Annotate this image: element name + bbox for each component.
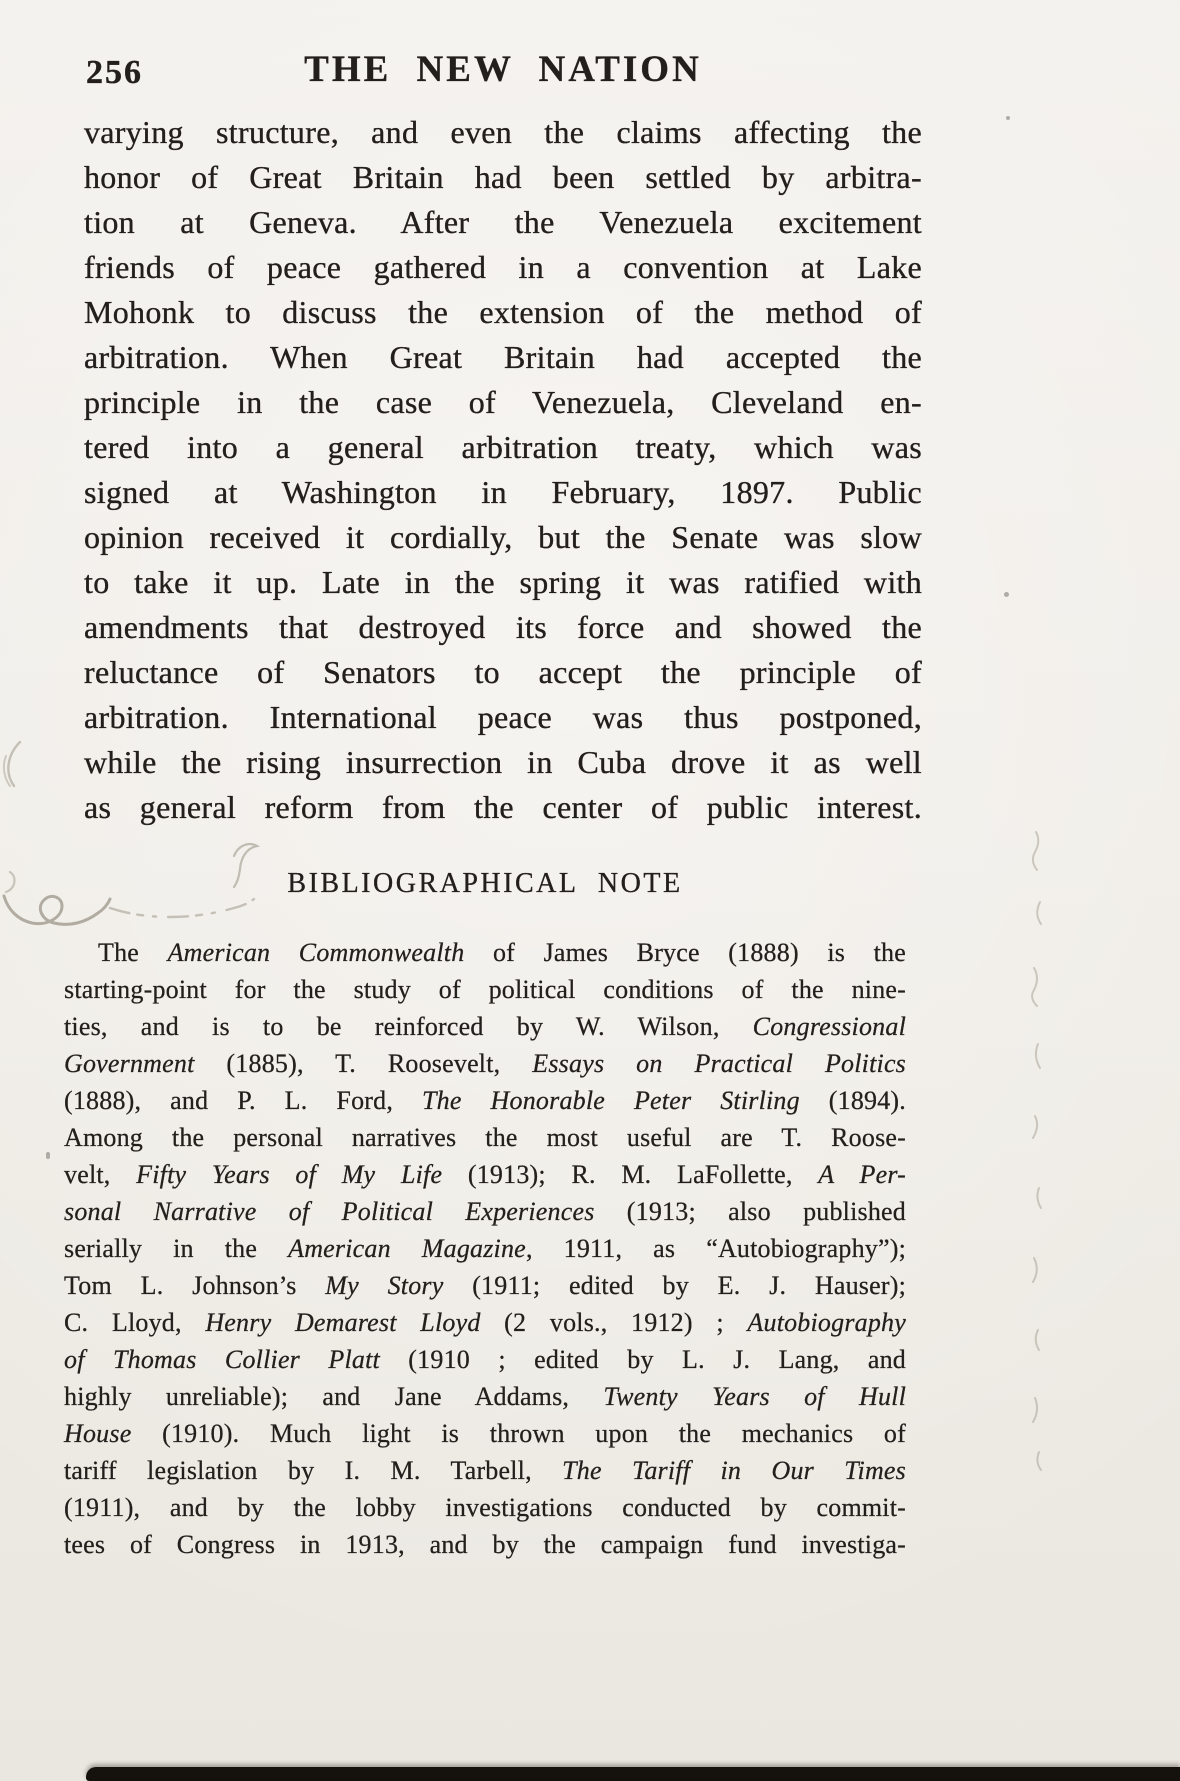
biblio-line-6 (64, 1119, 906, 1156)
biblio-paragraph (64, 934, 906, 1563)
left-margin-mark (8, 742, 20, 786)
scrawl-tail-mark (110, 899, 254, 917)
biblio-text: The (98, 938, 168, 967)
main-paragraph-line-3: tion at Geneva. After the Venezuela excitement (84, 204, 922, 240)
main-paragraph-line-9: signed at Washington in February, 1897. Public (84, 474, 922, 510)
main-paragraph-line-10: opinion received it cordially, but the Senate was slow (84, 519, 922, 555)
biblio-italic-title: A Per- (818, 1160, 906, 1189)
main-paragraph-line-2: honor of Great Britain had been settled by arbitra- (84, 159, 922, 195)
main-paragraph-line-1: varying structure, and even the claims affecting the (84, 114, 922, 150)
main-paragraph (84, 110, 922, 830)
main-paragraph-line-6: arbitration. When Great Britain had accepted the (84, 339, 922, 375)
biblio-text: velt, (64, 1160, 137, 1189)
biblio-text: (1911), and by the lobby investigations conducted by commit- (64, 1493, 906, 1522)
main-paragraph-line-8: tered into a general arbitration treaty, which was (84, 429, 922, 465)
biblio-text: Tom L. Johnson’s (64, 1271, 326, 1300)
biblio-text: (2 vols., 1912) ; (480, 1308, 748, 1337)
right-margin-bleed-marks (1032, 832, 1041, 1470)
scrawl-comma-mark (6, 872, 15, 892)
main-paragraph-line-11: to take it up. Late in the spring it was ratified with (84, 564, 922, 600)
biblio-line-3 (64, 1008, 906, 1045)
scan-edge-artifact (86, 1767, 1180, 1781)
main-paragraph-line-7: principle in the case of Venezuela, Cleveland en- (84, 384, 922, 420)
biblio-italic-title: House (64, 1419, 132, 1448)
biblio-line-14 (64, 1415, 906, 1452)
biblio-text: , 1911, as “Autobiography”); (525, 1234, 906, 1263)
biblio-text: ties, and is to be reinforced by W. Wilson, (64, 1012, 753, 1041)
biblio-italic-title: Henry Demarest Lloyd (205, 1308, 481, 1337)
biblio-line-8 (64, 1193, 906, 1230)
biblio-text: (1888), and P. L. Ford, (64, 1086, 422, 1115)
biblio-line-16 (64, 1489, 906, 1526)
biblio-italic-title: American Commonwealth (167, 938, 465, 967)
page-header (84, 48, 922, 91)
main-paragraph-line-5: Mohonk to discuss the extension of the method of (84, 294, 922, 330)
scan-speck (1004, 592, 1009, 597)
biblio-text: (1910). Much light is thrown upon the mechanics of (131, 1419, 906, 1448)
biblio-line-4 (64, 1045, 906, 1082)
biblio-italic-title: of Thomas Collier Platt (64, 1345, 380, 1374)
biblio-italic-title: My Story (325, 1271, 444, 1300)
biblio-text: highly unreliable); and Jane Addams, (64, 1382, 604, 1411)
biblio-heading: BIBLIOGRAPHICAL NOTE (287, 868, 683, 899)
biblio-italic-title: Essays on Practical Politics (532, 1049, 906, 1078)
scan-speck (46, 1152, 50, 1159)
main-paragraph-line-14: arbitration. International peace was thus postponed, (84, 699, 922, 735)
left-margin-mark-2 (4, 756, 10, 786)
main-paragraph-line-4: friends of peace gathered in a convention at Lake (84, 249, 922, 285)
biblio-italic-title: sonal Narrative of Political Experiences (64, 1197, 595, 1226)
biblio-italic-title: Autobiography (747, 1308, 906, 1337)
biblio-text: (1913); R. M. LaFollette, (442, 1160, 819, 1189)
biblio-text: (1885), T. Roosevelt, (194, 1049, 533, 1078)
main-paragraph-line-12: amendments that destroyed its force and showed the (84, 609, 922, 645)
biblio-line-10 (64, 1267, 906, 1304)
biblio-line-13 (64, 1378, 906, 1415)
biblio-line-7 (64, 1156, 906, 1193)
biblio-line-5 (64, 1082, 906, 1119)
biblio-text: Among the personal narratives the most useful are T. Roose- (64, 1123, 906, 1152)
biblio-italic-title: The Honorable Peter Stirling (422, 1086, 800, 1115)
biblio-text: (1894). (799, 1086, 906, 1115)
biblio-text: (1913; also published (594, 1197, 906, 1226)
biblio-line-17 (64, 1526, 906, 1563)
page-number: 256 (86, 54, 143, 91)
biblio-text: serially in the (64, 1234, 289, 1263)
biblio-line-9 (64, 1230, 906, 1267)
biblio-text: (1910 ; edited by L. J. Lang, and (379, 1345, 907, 1374)
biblio-line-1 (64, 934, 906, 971)
biblio-text: (1911; edited by E. J. Hauser); (443, 1271, 907, 1300)
biblio-line-12 (64, 1341, 906, 1378)
biblio-line-11 (64, 1304, 906, 1341)
biblio-italic-title: Congressional (752, 1012, 906, 1041)
biblio-italic-title: Government (64, 1049, 195, 1078)
scrawl-loops-mark (4, 896, 110, 924)
main-paragraph-line-15: while the rising insurrection in Cuba drove it as well (84, 744, 922, 780)
biblio-text: of James Bryce (1888) is the (464, 938, 906, 967)
biblio-text: starting-point for the study of political conditions of the nine- (64, 975, 906, 1004)
biblio-text: tariff legislation by I. M. Tarbell, (64, 1456, 563, 1485)
main-paragraph-line-13: reluctance of Senators to accept the principle of (84, 654, 922, 690)
biblio-line-15 (64, 1452, 906, 1489)
biblio-text: C. Lloyd, (64, 1308, 206, 1337)
biblio-italic-title: American Magazine (288, 1234, 526, 1263)
biblio-italic-title: Twenty Years of Hull (603, 1382, 906, 1411)
biblio-text: tees of Congress in 1913, and by the campaign fund investiga- (64, 1530, 906, 1559)
biblio-italic-title: Fifty Years of My Life (136, 1160, 443, 1189)
biblio-italic-title: The Tariff in Our Times (562, 1456, 906, 1485)
scan-speck (1006, 116, 1010, 120)
running-title: THE NEW NATION (304, 49, 702, 90)
biblio-line-2 (64, 971, 906, 1008)
main-paragraph-line-16: as general reform from the center of public interest. (84, 789, 922, 825)
